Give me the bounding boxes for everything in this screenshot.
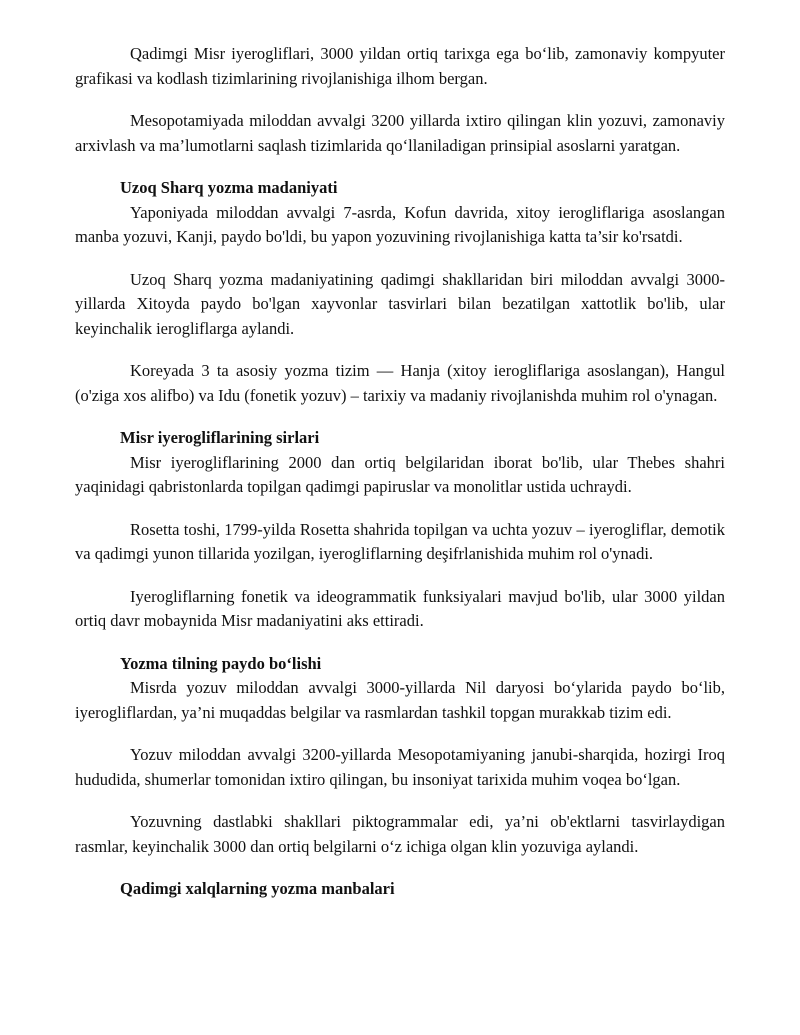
paragraph-intro-2: Mesopotamiyada miloddan avvalgi 3200 yillarda ixtiro qilingan klin yozuvi, zamonaviy arxivlash va ma’lumotlarni saqlash tizimlarida qo‘llaniladigan prinsipial asoslarni yaratgan. xyxy=(75,111,725,155)
paragraph: Koreyada 3 ta asosiy yozma tizim — Hanja (xitoy ierogliflariga asoslangan), Hangul (o'ziga xos alifbo) va Idu (fonetik yozuv) – tarixiy va madaniy rivojlanishda muhim rol o'ynagan. xyxy=(75,361,725,405)
section-uzoq-sharq xyxy=(75,176,725,408)
paragraph: Iyerogliflarning fonetik va ideogrammatik funksiyalari mavjud bo'lib, ular 3000 yildan ortiq davr mobaynida Misr madaniyatini aks ettiradi. xyxy=(75,586,725,630)
paragraph: Rosetta toshi, 1799-yilda Rosetta shahrida topilgan va uchta yozuv – iyerogliflar, demotik va qadimgi yunon tillarida yozilgan, iyerogliflarning deşifrlanishida muhim rol o'ynadi. xyxy=(75,519,725,563)
paragraph: Yozuvning dastlabki shakllari piktogrammalar edi, ya’ni ob'ektlarni tasvirlaydigan rasmlar, keyinchalik 3000 dan ortiq belgilarni o‘z ichiga olgan klin yozuviga aylandi. xyxy=(75,812,725,856)
section-yozma-manbalar xyxy=(75,877,725,902)
section-misr-iyerogliflari xyxy=(75,426,725,634)
paragraph: Yozuv miloddan avvalgi 3200-yillarda Mesopotamiyaning janubi-sharqida, hozirgi Iroq hududida, shumerlar tomonidan ixtiro qilingan, bu insoniyat tarixida muhim voqea bo‘lgan. xyxy=(75,745,725,789)
paragraph: Uzoq Sharq yozma madaniyatining qadimgi shakllaridan biri miloddan avvalgi 3000-yillarda Xitoyda paydo bo'lgan xayvonlar tasvirlari bilan bezatilgan xattotlik bo'lib, ular keyinchalik ierogliflarga aylandi. xyxy=(75,269,725,338)
paragraph: Misrda yozuv miloddan avvalgi 3000-yillarda Nil daryosi bo‘ylarida paydo bo‘lib, iyerogliflardan, ya’ni muqaddas belgilar va rasmlardan tashkil topgan murakkab tizim edi. xyxy=(75,678,725,722)
paragraph: Yaponiyada miloddan avvalgi 7-asrda, Kofun davrida, xitoy ierogliflariga asoslangan manba yozuvi, Kanji, paydo bo'ldi, bu yapon yozuvining rivojlanishiga katta ta’sir ko'rsatdi. xyxy=(75,202,725,246)
section-heading: Yozma tilning paydo bo‘lishi xyxy=(120,653,322,673)
document-page xyxy=(75,42,725,902)
paragraph-intro-1: Qadimgi Misr iyerogliflari, 3000 yildan ortiq tarixga ega bo‘lib, zamonaviy kompyuter grafikasi va kodlash tizimlarining rivojlanishiga ilhom bergan. xyxy=(75,44,725,88)
section-heading: Qadimgi xalqlarning yozma manbalari xyxy=(120,879,395,898)
section-heading: Uzoq Sharq yozma madaniyati xyxy=(120,178,338,197)
section-yozma-til xyxy=(75,652,725,860)
section-heading: Misr iyerogliflarining sirlari xyxy=(120,428,320,447)
paragraph: Misr iyerogliflarining 2000 dan ortiq belgilaridan iborat bo'lib, ular Thebes shahri yaqinidagi qabristonlarda topilgan qadimgi papiruslar va monolitlar ustida uchraydi. xyxy=(75,452,725,496)
